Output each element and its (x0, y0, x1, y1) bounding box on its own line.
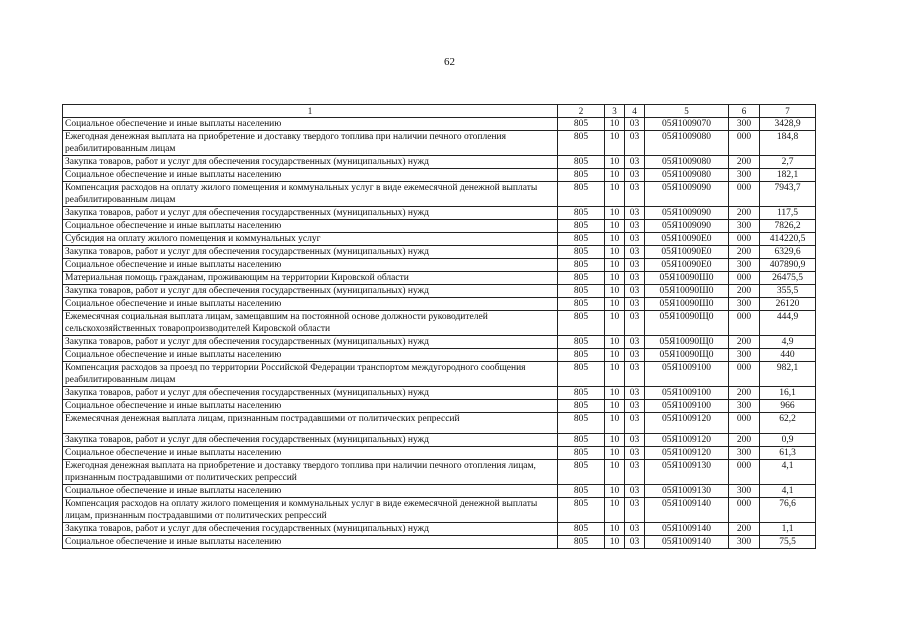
amount-cell: 26475,5 (760, 272, 816, 285)
amount-cell: 982,1 (760, 362, 816, 387)
subsection-cell: 03 (625, 536, 645, 549)
section-cell: 10 (605, 298, 625, 311)
target-article-cell: 05Я10090Е0 (645, 233, 729, 246)
target-article-cell: 05Я10090Ш0 (645, 272, 729, 285)
subsection-cell: 03 (625, 413, 645, 434)
expense-type-cell: 200 (729, 207, 760, 220)
subsection-cell: 03 (625, 349, 645, 362)
subsection-cell: 03 (625, 298, 645, 311)
amount-cell: 2,7 (760, 156, 816, 169)
table-row (63, 259, 816, 272)
row-name-cell: Компенсация расходов на оплату жилого помещения и коммунальных услуг в виде ежемесячной денежной выплаты лицам, признанным пострадавшими от политических репрессий (63, 498, 558, 523)
table-row (63, 362, 816, 387)
subsection-cell: 03 (625, 233, 645, 246)
row-name-cell: Субсидия на оплату жилого помещения и коммунальных услуг (63, 233, 558, 246)
amount-cell: 3428,9 (760, 118, 816, 131)
section-cell: 10 (605, 131, 625, 156)
section-cell: 10 (605, 259, 625, 272)
target-article-cell: 05Я1009130 (645, 485, 729, 498)
row-name-cell: Закупка товаров, работ и услуг для обеспечения государственных (муниципальных) нужд (63, 336, 558, 349)
row-name-cell: Ежемесячная денежная выплата лицам, признанным пострадавшими от политических репрессий (63, 413, 558, 434)
ved-cell: 805 (558, 400, 605, 413)
expense-type-cell: 200 (729, 434, 760, 447)
expense-type-cell: 000 (729, 182, 760, 207)
target-article-cell: 05Я1009090 (645, 182, 729, 207)
expense-type-cell: 000 (729, 498, 760, 523)
row-name-cell: Материальная помощь гражданам, проживающим на территории Кировской области (63, 272, 558, 285)
ved-cell: 805 (558, 156, 605, 169)
target-article-cell: 05Я1009090 (645, 220, 729, 233)
row-name-cell: Социальное обеспечение и иные выплаты населению (63, 485, 558, 498)
section-cell: 10 (605, 362, 625, 387)
budget-table (62, 104, 816, 549)
row-name-cell: Закупка товаров, работ и услуг для обеспечения государственных (муниципальных) нужд (63, 434, 558, 447)
row-name-cell: Социальное обеспечение и иные выплаты населению (63, 118, 558, 131)
table-header-row (63, 105, 816, 118)
subsection-cell: 03 (625, 362, 645, 387)
ved-cell: 805 (558, 220, 605, 233)
target-article-cell: 05Я10090Щ0 (645, 311, 729, 336)
table-row (63, 156, 816, 169)
table-row (63, 246, 816, 259)
table-row (63, 285, 816, 298)
section-cell: 10 (605, 485, 625, 498)
amount-cell: 6329,6 (760, 246, 816, 259)
table-row (63, 298, 816, 311)
subsection-cell: 03 (625, 246, 645, 259)
target-article-cell: 05Я10090Е0 (645, 246, 729, 259)
row-name-cell: Закупка товаров, работ и услуг для обеспечения государственных (муниципальных) нужд (63, 523, 558, 536)
row-name-cell: Закупка товаров, работ и услуг для обеспечения государственных (муниципальных) нужд (63, 387, 558, 400)
table-row (63, 460, 816, 485)
amount-cell: 7943,7 (760, 182, 816, 207)
amount-cell: 184,8 (760, 131, 816, 156)
amount-cell: 75,5 (760, 536, 816, 549)
amount-cell: 407890,9 (760, 259, 816, 272)
expense-type-cell: 300 (729, 169, 760, 182)
target-article-cell: 05Я10090Ш0 (645, 285, 729, 298)
expense-type-cell: 300 (729, 447, 760, 460)
target-article-cell: 05Я1009080 (645, 131, 729, 156)
table-row (63, 485, 816, 498)
subsection-cell: 03 (625, 169, 645, 182)
amount-cell: 966 (760, 400, 816, 413)
target-article-cell: 05Я1009140 (645, 536, 729, 549)
amount-cell: 26120 (760, 298, 816, 311)
section-cell: 10 (605, 220, 625, 233)
row-name-cell: Социальное обеспечение и иные выплаты населению (63, 220, 558, 233)
amount-cell: 414220,5 (760, 233, 816, 246)
expense-type-cell: 200 (729, 336, 760, 349)
target-article-cell: 05Я1009120 (645, 413, 729, 434)
column-header: 6 (729, 105, 760, 118)
subsection-cell: 03 (625, 523, 645, 536)
expense-type-cell: 000 (729, 362, 760, 387)
row-name-cell: Закупка товаров, работ и услуг для обеспечения государственных (муниципальных) нужд (63, 285, 558, 298)
target-article-cell: 05Я1009090 (645, 207, 729, 220)
target-article-cell: 05Я10090Щ0 (645, 336, 729, 349)
subsection-cell: 03 (625, 220, 645, 233)
table-row (63, 536, 816, 549)
expense-type-cell: 200 (729, 523, 760, 536)
table-row (63, 400, 816, 413)
subsection-cell: 03 (625, 285, 645, 298)
table-row (63, 220, 816, 233)
page-number: 62 (444, 56, 455, 68)
amount-cell: 117,5 (760, 207, 816, 220)
section-cell: 10 (605, 387, 625, 400)
ved-cell: 805 (558, 498, 605, 523)
ved-cell: 805 (558, 536, 605, 549)
row-name-cell: Компенсация расходов на оплату жилого помещения и коммунальных услуг в виде ежемесячной денежной выплаты реабилитированным лицам (63, 182, 558, 207)
target-article-cell: 05Я1009080 (645, 169, 729, 182)
expense-type-cell: 200 (729, 246, 760, 259)
subsection-cell: 03 (625, 118, 645, 131)
row-name-cell: Социальное обеспечение и иные выплаты населению (63, 298, 558, 311)
subsection-cell: 03 (625, 387, 645, 400)
ved-cell: 805 (558, 311, 605, 336)
section-cell: 10 (605, 169, 625, 182)
table-row (63, 413, 816, 434)
ved-cell: 805 (558, 182, 605, 207)
ved-cell: 805 (558, 485, 605, 498)
row-name-cell: Социальное обеспечение и иные выплаты населению (63, 169, 558, 182)
amount-cell: 0,9 (760, 434, 816, 447)
target-article-cell: 05Я1009120 (645, 447, 729, 460)
ved-cell: 805 (558, 131, 605, 156)
subsection-cell: 03 (625, 460, 645, 485)
ved-cell: 805 (558, 169, 605, 182)
section-cell: 10 (605, 156, 625, 169)
table-row (63, 447, 816, 460)
ved-cell: 805 (558, 285, 605, 298)
section-cell: 10 (605, 523, 625, 536)
table-row (63, 498, 816, 523)
expense-type-cell: 300 (729, 220, 760, 233)
expense-type-cell: 000 (729, 131, 760, 156)
section-cell: 10 (605, 498, 625, 523)
ved-cell: 805 (558, 336, 605, 349)
section-cell: 10 (605, 336, 625, 349)
section-cell: 10 (605, 413, 625, 434)
column-header: 3 (605, 105, 625, 118)
row-name-cell: Социальное обеспечение и иные выплаты населению (63, 259, 558, 272)
subsection-cell: 03 (625, 311, 645, 336)
expense-type-cell: 300 (729, 298, 760, 311)
amount-cell: 16,1 (760, 387, 816, 400)
column-header: 2 (558, 105, 605, 118)
amount-cell: 1,1 (760, 523, 816, 536)
table-row (63, 434, 816, 447)
expense-type-cell: 300 (729, 118, 760, 131)
row-name-cell: Ежегодная денежная выплата на приобретение и доставку твердого топлива при наличии печного отопления реабилитированным лицам (63, 131, 558, 156)
column-header: 4 (625, 105, 645, 118)
subsection-cell: 03 (625, 182, 645, 207)
section-cell: 10 (605, 272, 625, 285)
table-row (63, 387, 816, 400)
ved-cell: 805 (558, 259, 605, 272)
subsection-cell: 03 (625, 259, 645, 272)
ved-cell: 805 (558, 460, 605, 485)
ved-cell: 805 (558, 447, 605, 460)
subsection-cell: 03 (625, 400, 645, 413)
target-article-cell: 05Я10090Щ0 (645, 349, 729, 362)
subsection-cell: 03 (625, 336, 645, 349)
row-name-cell: Компенсация расходов за проезд по территории Российской Федерации транспортом междугородного сообщения реабилитированным лицам (63, 362, 558, 387)
ved-cell: 805 (558, 298, 605, 311)
table-row (63, 311, 816, 336)
table-row (63, 118, 816, 131)
target-article-cell: 05Я1009120 (645, 434, 729, 447)
target-article-cell: 05Я1009080 (645, 156, 729, 169)
amount-cell: 182,1 (760, 169, 816, 182)
table-row (63, 169, 816, 182)
target-article-cell: 05Я1009140 (645, 498, 729, 523)
amount-cell: 7826,2 (760, 220, 816, 233)
ved-cell: 805 (558, 523, 605, 536)
section-cell: 10 (605, 447, 625, 460)
expense-type-cell: 300 (729, 536, 760, 549)
subsection-cell: 03 (625, 272, 645, 285)
section-cell: 10 (605, 460, 625, 485)
table-row (63, 349, 816, 362)
row-name-cell: Социальное обеспечение и иные выплаты населению (63, 400, 558, 413)
table-row (63, 131, 816, 156)
expense-type-cell: 000 (729, 460, 760, 485)
ved-cell: 805 (558, 272, 605, 285)
row-name-cell: Социальное обеспечение и иные выплаты населению (63, 536, 558, 549)
amount-cell: 76,6 (760, 498, 816, 523)
section-cell: 10 (605, 207, 625, 220)
table-row (63, 272, 816, 285)
table-row (63, 207, 816, 220)
section-cell: 10 (605, 400, 625, 413)
section-cell: 10 (605, 182, 625, 207)
target-article-cell: 05Я1009130 (645, 460, 729, 485)
target-article-cell: 05Я1009070 (645, 118, 729, 131)
ved-cell: 805 (558, 362, 605, 387)
amount-cell: 62,2 (760, 413, 816, 434)
column-header: 1 (63, 105, 558, 118)
row-name-cell: Социальное обеспечение и иные выплаты населению (63, 447, 558, 460)
amount-cell: 440 (760, 349, 816, 362)
ved-cell: 805 (558, 349, 605, 362)
ved-cell: 805 (558, 246, 605, 259)
target-article-cell: 05Я1009100 (645, 362, 729, 387)
table-row (63, 233, 816, 246)
amount-cell: 444,9 (760, 311, 816, 336)
section-cell: 10 (605, 311, 625, 336)
row-name-cell: Ежегодная денежная выплата на приобретение и доставку твердого топлива при наличии печного отопления лицам, признанным пострадавшими от политических репрессий (63, 460, 558, 485)
subsection-cell: 03 (625, 485, 645, 498)
subsection-cell: 03 (625, 434, 645, 447)
section-cell: 10 (605, 349, 625, 362)
target-article-cell: 05Я10090Ш0 (645, 298, 729, 311)
target-article-cell: 05Я10090Е0 (645, 259, 729, 272)
subsection-cell: 03 (625, 447, 645, 460)
table-row (63, 336, 816, 349)
section-cell: 10 (605, 246, 625, 259)
expense-type-cell: 300 (729, 400, 760, 413)
target-article-cell: 05Я1009100 (645, 387, 729, 400)
amount-cell: 355,5 (760, 285, 816, 298)
expense-type-cell: 000 (729, 272, 760, 285)
table-row (63, 523, 816, 536)
subsection-cell: 03 (625, 131, 645, 156)
expense-type-cell: 300 (729, 259, 760, 272)
row-name-cell: Социальное обеспечение и иные выплаты населению (63, 349, 558, 362)
ved-cell: 805 (558, 387, 605, 400)
row-name-cell: Закупка товаров, работ и услуг для обеспечения государственных (муниципальных) нужд (63, 156, 558, 169)
ved-cell: 805 (558, 413, 605, 434)
row-name-cell: Закупка товаров, работ и услуг для обеспечения государственных (муниципальных) нужд (63, 246, 558, 259)
section-cell: 10 (605, 536, 625, 549)
expense-type-cell: 200 (729, 156, 760, 169)
section-cell: 10 (605, 118, 625, 131)
expense-type-cell: 000 (729, 311, 760, 336)
amount-cell: 4,1 (760, 485, 816, 498)
column-header: 7 (760, 105, 816, 118)
expense-type-cell: 200 (729, 387, 760, 400)
amount-cell: 61,3 (760, 447, 816, 460)
subsection-cell: 03 (625, 156, 645, 169)
amount-cell: 4,1 (760, 460, 816, 485)
expense-type-cell: 200 (729, 285, 760, 298)
section-cell: 10 (605, 233, 625, 246)
target-article-cell: 05Я1009100 (645, 400, 729, 413)
subsection-cell: 03 (625, 207, 645, 220)
amount-cell: 4,9 (760, 336, 816, 349)
row-name-cell: Закупка товаров, работ и услуг для обеспечения государственных (муниципальных) нужд (63, 207, 558, 220)
ved-cell: 805 (558, 434, 605, 447)
expense-type-cell: 300 (729, 349, 760, 362)
expense-type-cell: 000 (729, 233, 760, 246)
expense-type-cell: 000 (729, 413, 760, 434)
ved-cell: 805 (558, 233, 605, 246)
subsection-cell: 03 (625, 498, 645, 523)
ved-cell: 805 (558, 118, 605, 131)
target-article-cell: 05Я1009140 (645, 523, 729, 536)
section-cell: 10 (605, 434, 625, 447)
ved-cell: 805 (558, 207, 605, 220)
section-cell: 10 (605, 285, 625, 298)
expense-type-cell: 300 (729, 485, 760, 498)
row-name-cell: Ежемесячная социальная выплата лицам, замещавшим на постоянной основе должности руководителей сельскохозяйственных товаропроизводителей Кировской области (63, 311, 558, 336)
table-row (63, 182, 816, 207)
column-header: 5 (645, 105, 729, 118)
